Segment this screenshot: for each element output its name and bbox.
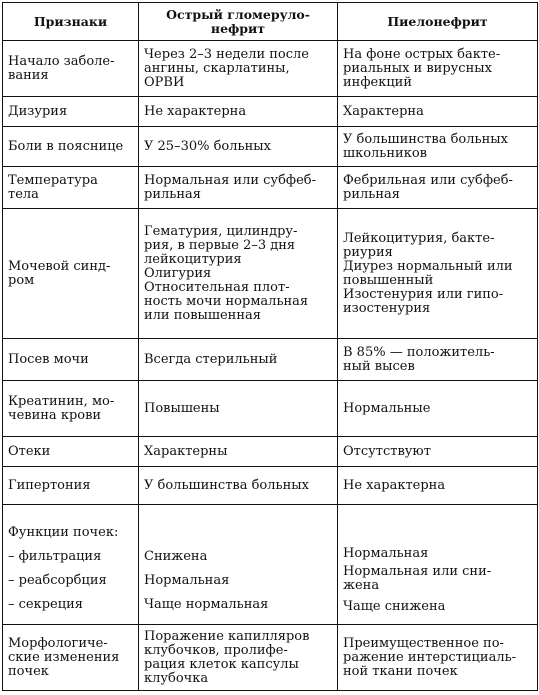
pn-cell: В 85% — положитель- ный высев bbox=[338, 339, 538, 381]
gn-cell: У большинства больных bbox=[139, 467, 338, 505]
gn-cell: Характерны bbox=[139, 437, 338, 467]
gn-cell: Поражение капилляров клубочков, пролифе- рация клеток капсулы клубочка bbox=[139, 625, 338, 691]
gn-cell: Повышены bbox=[139, 381, 338, 437]
sign-cell: Функции почек: – фильтрация – реабсорбция – секреция bbox=[3, 505, 139, 625]
table-row bbox=[3, 167, 538, 209]
sign-cell: Морфологиче- ские изменения почек bbox=[3, 625, 139, 691]
table-row bbox=[3, 127, 538, 167]
pn-cell: Фебрильная или субфеб- рильная bbox=[338, 167, 538, 209]
pn-cell: Лейкоцитурия, бакте- риурия Диурез нормальный или повышенный Изостенурия или гипо- изостенурия bbox=[338, 209, 538, 339]
table-row bbox=[3, 97, 538, 127]
sign-cell: Дизурия bbox=[3, 97, 139, 127]
pn-cell: Нормальная Нормальная или сни- жена Чаще снижена bbox=[338, 505, 538, 625]
header-row bbox=[3, 3, 538, 41]
sign-cell: Температура тела bbox=[3, 167, 139, 209]
table-row bbox=[3, 41, 538, 97]
pn-cell: Преимущественное по- ражение интерстициаль- ной ткани почек bbox=[338, 625, 538, 691]
table-row bbox=[3, 209, 538, 339]
table-row bbox=[3, 339, 538, 381]
sign-cell: Мочевой синд- ром bbox=[3, 209, 139, 339]
gn-cell: Гематурия, цилиндру- рия, в первые 2–3 дня лейкоцитурия Олигурия Относительная плот- ность мочи нормальная или повышенная bbox=[139, 209, 338, 339]
sign-cell: Начало заболе- вания bbox=[3, 41, 139, 97]
pn-cell: Нормальные bbox=[338, 381, 538, 437]
gn-cell: Не характерна bbox=[139, 97, 338, 127]
sign-cell: Боли в пояснице bbox=[3, 127, 139, 167]
sign-cell: Креатинин, мо- чевина крови bbox=[3, 381, 139, 437]
gn-cell: Нормальная или субфеб- рильная bbox=[139, 167, 338, 209]
pn-cell: Не характерна bbox=[338, 467, 538, 505]
sign-cell: Посев мочи bbox=[3, 339, 139, 381]
sign-cell: Гипертония bbox=[3, 467, 139, 505]
pn-cell: Характерна bbox=[338, 97, 538, 127]
header-signs: Признаки bbox=[3, 3, 139, 41]
table-row bbox=[3, 625, 538, 691]
comparison-table bbox=[2, 2, 538, 691]
gn-cell: Всегда стерильный bbox=[139, 339, 338, 381]
table-row bbox=[3, 437, 538, 467]
sign-cell: Отеки bbox=[3, 437, 139, 467]
table-row bbox=[3, 467, 538, 505]
gn-cell: У 25–30% больных bbox=[139, 127, 338, 167]
table-row bbox=[3, 505, 538, 625]
gn-cell: Снижена Нормальная Чаще нормальная bbox=[139, 505, 338, 625]
header-pyelonephritis: Пиелонефрит bbox=[338, 3, 538, 41]
pn-cell: На фоне острых бакте- риальных и вирусных инфекций bbox=[338, 41, 538, 97]
pn-cell: Отсутствуют bbox=[338, 437, 538, 467]
table-row bbox=[3, 381, 538, 437]
gn-cell: Через 2–3 недели после ангины, скарлатины, ОРВИ bbox=[139, 41, 338, 97]
pn-cell: У большинства больных школьников bbox=[338, 127, 538, 167]
header-glomerulonephritis: Острый гломеруло- нефрит bbox=[139, 3, 338, 41]
